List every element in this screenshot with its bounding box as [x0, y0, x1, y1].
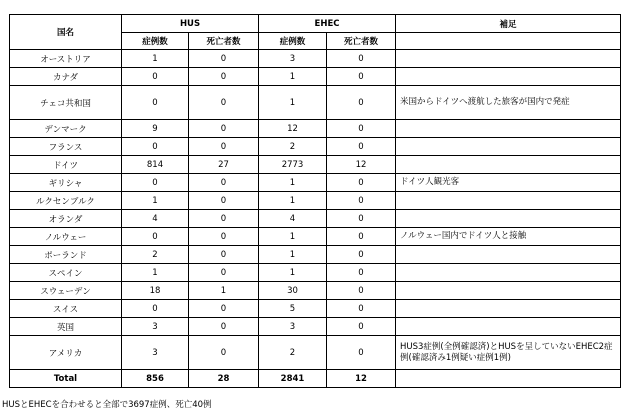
- cell-note: [396, 210, 621, 228]
- cell-ehec-deaths: 0: [327, 192, 396, 210]
- cell-ehec-cases: 5: [259, 300, 327, 318]
- cell-hus-cases: 0: [122, 228, 189, 246]
- cell-ehec-cases: 1: [259, 228, 327, 246]
- cell-hus-cases: 1: [122, 50, 189, 68]
- cell-note: ドイツ人観光客: [396, 174, 621, 192]
- cell-hus-deaths: 0: [189, 120, 259, 138]
- header-hus-cases: 症例数: [122, 33, 189, 50]
- cell-country: スイス: [10, 300, 122, 318]
- cell-country: カナダ: [10, 68, 122, 86]
- cell-country: オーストリア: [10, 50, 122, 68]
- cell-country: ギリシャ: [10, 174, 122, 192]
- cell-country: ポーランド: [10, 246, 122, 264]
- cell-hus-cases: 0: [122, 138, 189, 156]
- document: [9, 14, 620, 388]
- total-ehec-cases: 2841: [259, 370, 327, 388]
- cell-note: [396, 156, 621, 174]
- header-row: [10, 15, 621, 33]
- table-row: [10, 68, 621, 86]
- outbreak-table: [9, 14, 621, 388]
- cell-hus-deaths: 0: [189, 138, 259, 156]
- cell-country: オランダ: [10, 210, 122, 228]
- table-row: [10, 300, 621, 318]
- cell-hus-cases: 0: [122, 300, 189, 318]
- table-row: [10, 228, 621, 246]
- cell-ehec-deaths: 0: [327, 318, 396, 336]
- cell-ehec-cases: 2: [259, 138, 327, 156]
- cell-country: スペイン: [10, 264, 122, 282]
- cell-hus-deaths: 0: [189, 318, 259, 336]
- table-row: [10, 156, 621, 174]
- cell-hus-cases: 9: [122, 120, 189, 138]
- header-ehec-cases: 症例数: [259, 33, 327, 50]
- cell-hus-cases: 2: [122, 246, 189, 264]
- cell-note: [396, 282, 621, 300]
- total-hus-deaths: 28: [189, 370, 259, 388]
- cell-ehec-cases: 2773: [259, 156, 327, 174]
- cell-hus-deaths: 27: [189, 156, 259, 174]
- cell-hus-cases: 3: [122, 318, 189, 336]
- cell-ehec-cases: 12: [259, 120, 327, 138]
- cell-country: デンマーク: [10, 120, 122, 138]
- cell-note: [396, 246, 621, 264]
- cell-note: [396, 50, 621, 68]
- cell-ehec-deaths: 0: [327, 68, 396, 86]
- table-row: [10, 264, 621, 282]
- table-row: [10, 246, 621, 264]
- table-row: [10, 120, 621, 138]
- total-row: [10, 370, 621, 388]
- cell-ehec-deaths: 0: [327, 246, 396, 264]
- cell-ehec-deaths: 0: [327, 86, 396, 120]
- cell-country: スウェーデン: [10, 282, 122, 300]
- cell-ehec-deaths: 0: [327, 138, 396, 156]
- table-row: [10, 210, 621, 228]
- cell-hus-deaths: 0: [189, 68, 259, 86]
- total-note: [396, 370, 621, 388]
- cell-hus-deaths: 0: [189, 86, 259, 120]
- table-row: [10, 174, 621, 192]
- cell-country: ドイツ: [10, 156, 122, 174]
- header-country: 国名: [10, 15, 122, 50]
- cell-hus-cases: 0: [122, 68, 189, 86]
- cell-hus-deaths: 0: [189, 336, 259, 370]
- cell-country: 英国: [10, 318, 122, 336]
- cell-hus-cases: 4: [122, 210, 189, 228]
- cell-hus-cases: 0: [122, 174, 189, 192]
- cell-ehec-cases: 2: [259, 336, 327, 370]
- cell-hus-deaths: 0: [189, 300, 259, 318]
- cell-hus-deaths: 0: [189, 50, 259, 68]
- cell-ehec-cases: 3: [259, 50, 327, 68]
- footnote: HUSとEHECを合わせると全部で3697症例、死亡40例: [2, 400, 212, 410]
- header-ehec: EHEC: [259, 15, 396, 33]
- cell-note: [396, 138, 621, 156]
- cell-ehec-cases: 3: [259, 318, 327, 336]
- cell-hus-cases: 0: [122, 86, 189, 120]
- header-notes: 補足: [396, 15, 621, 33]
- cell-hus-cases: 814: [122, 156, 189, 174]
- cell-hus-cases: 3: [122, 336, 189, 370]
- cell-ehec-cases: 1: [259, 174, 327, 192]
- cell-ehec-deaths: 0: [327, 120, 396, 138]
- cell-ehec-deaths: 0: [327, 228, 396, 246]
- cell-hus-deaths: 1: [189, 282, 259, 300]
- table-row: [10, 86, 621, 120]
- cell-hus-cases: 1: [122, 192, 189, 210]
- cell-ehec-cases: 1: [259, 68, 327, 86]
- table-row: [10, 318, 621, 336]
- cell-ehec-deaths: 0: [327, 300, 396, 318]
- cell-ehec-deaths: 0: [327, 174, 396, 192]
- table-row: [10, 282, 621, 300]
- cell-note: HUS3症例(全例確認済)とHUSを呈していないEHEC2症例(確認済み1例疑い症例1例): [396, 336, 621, 370]
- cell-note: 米国からドイツへ渡航した旅客が国内で発症: [396, 86, 621, 120]
- cell-country: フランス: [10, 138, 122, 156]
- cell-ehec-deaths: 0: [327, 336, 396, 370]
- header-ehec-deaths: 死亡者数: [327, 33, 396, 50]
- cell-country: チェコ共和国: [10, 86, 122, 120]
- cell-hus-cases: 18: [122, 282, 189, 300]
- cell-note: ノルウェー国内でドイツ人と接触: [396, 228, 621, 246]
- cell-ehec-deaths: 12: [327, 156, 396, 174]
- cell-ehec-cases: 30: [259, 282, 327, 300]
- table-row: [10, 336, 621, 370]
- cell-note: [396, 318, 621, 336]
- total-ehec-deaths: 12: [327, 370, 396, 388]
- cell-ehec-cases: 1: [259, 246, 327, 264]
- cell-note: [396, 120, 621, 138]
- cell-note: [396, 264, 621, 282]
- table-body: [10, 50, 621, 370]
- header-hus-deaths: 死亡者数: [189, 33, 259, 50]
- table-row: [10, 192, 621, 210]
- cell-country: ルクセンブルク: [10, 192, 122, 210]
- cell-hus-deaths: 0: [189, 192, 259, 210]
- cell-hus-deaths: 0: [189, 210, 259, 228]
- cell-hus-cases: 1: [122, 264, 189, 282]
- cell-ehec-deaths: 0: [327, 50, 396, 68]
- cell-ehec-cases: 1: [259, 192, 327, 210]
- cell-country: アメリカ: [10, 336, 122, 370]
- cell-ehec-cases: 1: [259, 86, 327, 120]
- cell-note: [396, 192, 621, 210]
- cell-hus-deaths: 0: [189, 246, 259, 264]
- cell-ehec-deaths: 0: [327, 282, 396, 300]
- cell-hus-deaths: 0: [189, 174, 259, 192]
- cell-note: [396, 300, 621, 318]
- header-notes-blank: [396, 33, 621, 50]
- cell-hus-deaths: 0: [189, 228, 259, 246]
- cell-country: ノルウェー: [10, 228, 122, 246]
- cell-hus-deaths: 0: [189, 264, 259, 282]
- cell-ehec-deaths: 0: [327, 264, 396, 282]
- cell-ehec-cases: 4: [259, 210, 327, 228]
- cell-ehec-cases: 1: [259, 264, 327, 282]
- table-row: [10, 138, 621, 156]
- header-hus: HUS: [122, 15, 259, 33]
- table-row: [10, 50, 621, 68]
- cell-note: [396, 68, 621, 86]
- total-label: Total: [10, 370, 122, 388]
- cell-ehec-deaths: 0: [327, 210, 396, 228]
- total-hus-cases: 856: [122, 370, 189, 388]
